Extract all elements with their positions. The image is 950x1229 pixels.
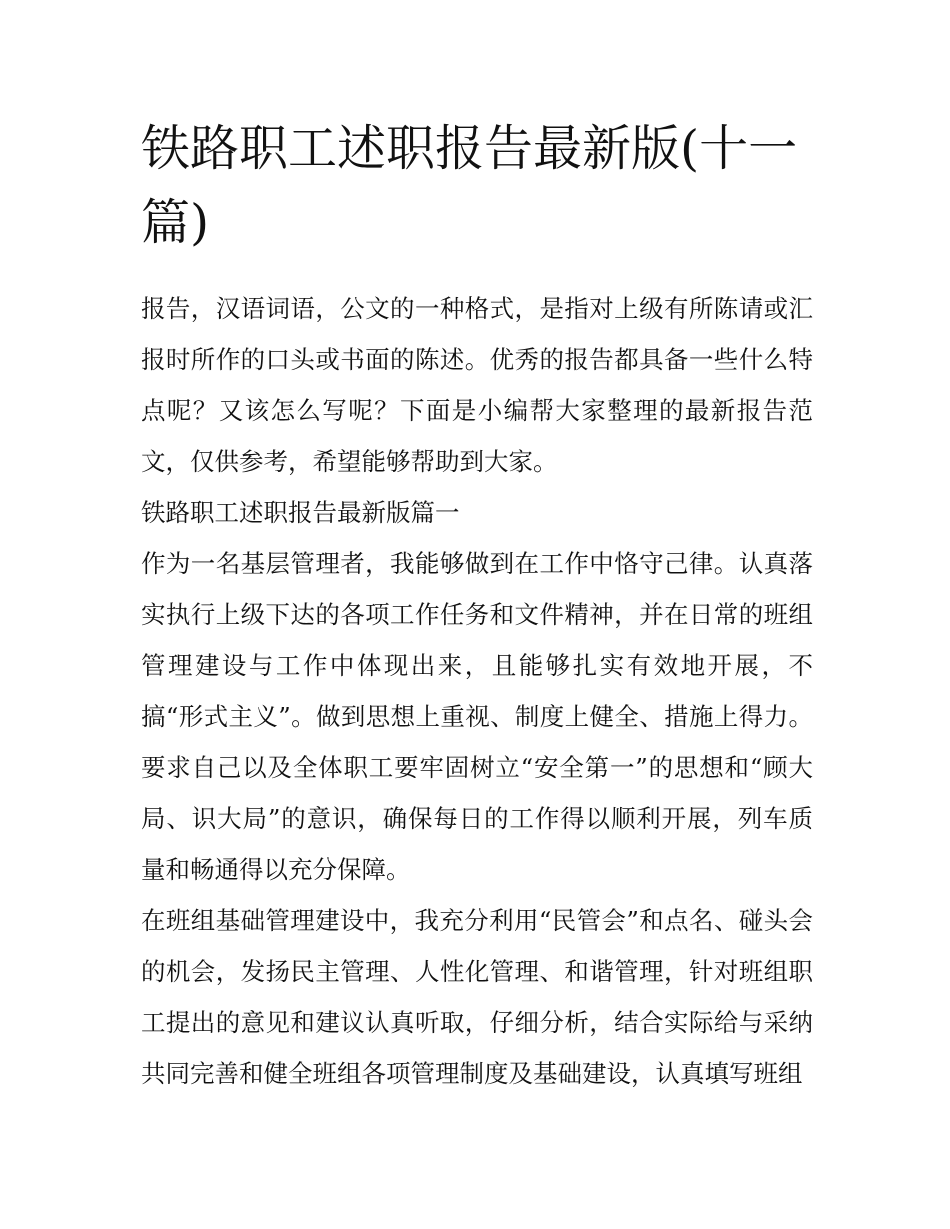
- document-title: 铁路职工述职报告最新版(十一篇): [141, 120, 798, 251]
- intro-paragraph: 报告，汉语词语，公文的一种格式，是指对上级有所陈请或汇报时所作的口头或书面的陈述。优秀的报告都具备一些什么特点呢？又该怎么写呢？下面是小编帮大家整理的最新报告范文，仅供参考，希望能够帮助到大家。: [141, 294, 813, 476]
- body-paragraph-2: 在班组基础管理建设中，我充分利用“民管会”和点名、碰头会的机会，发扬民主管理、人性化管理、和谐管理，针对班组职工提出的意见和建议认真听取，仔细分析，结合实际给与采纳共同完善和健全班组各项管理制度及基础建设，认真填写班组: [141, 906, 813, 1088]
- section-heading: 铁路职工述职报告最新版篇一: [141, 498, 460, 527]
- body-paragraph-1: 作为一名基层管理者，我能够做到在工作中恪守己律。认真落实执行上级下达的各项工作任务和文件精神，并在日常的班组管理建设与工作中体现出来，且能够扎实有效地开展，不搞“形式主义”。做到思想上重视、制度上健全、措施上得力。要求自己以及全体职工要牢固树立“安全第一”的思想和“顾大局、识大局”的意识，确保每日的工作得以顺利开展，列车质量和畅通得以充分保障。: [141, 549, 813, 884]
- document-body: [141, 112, 813, 1099]
